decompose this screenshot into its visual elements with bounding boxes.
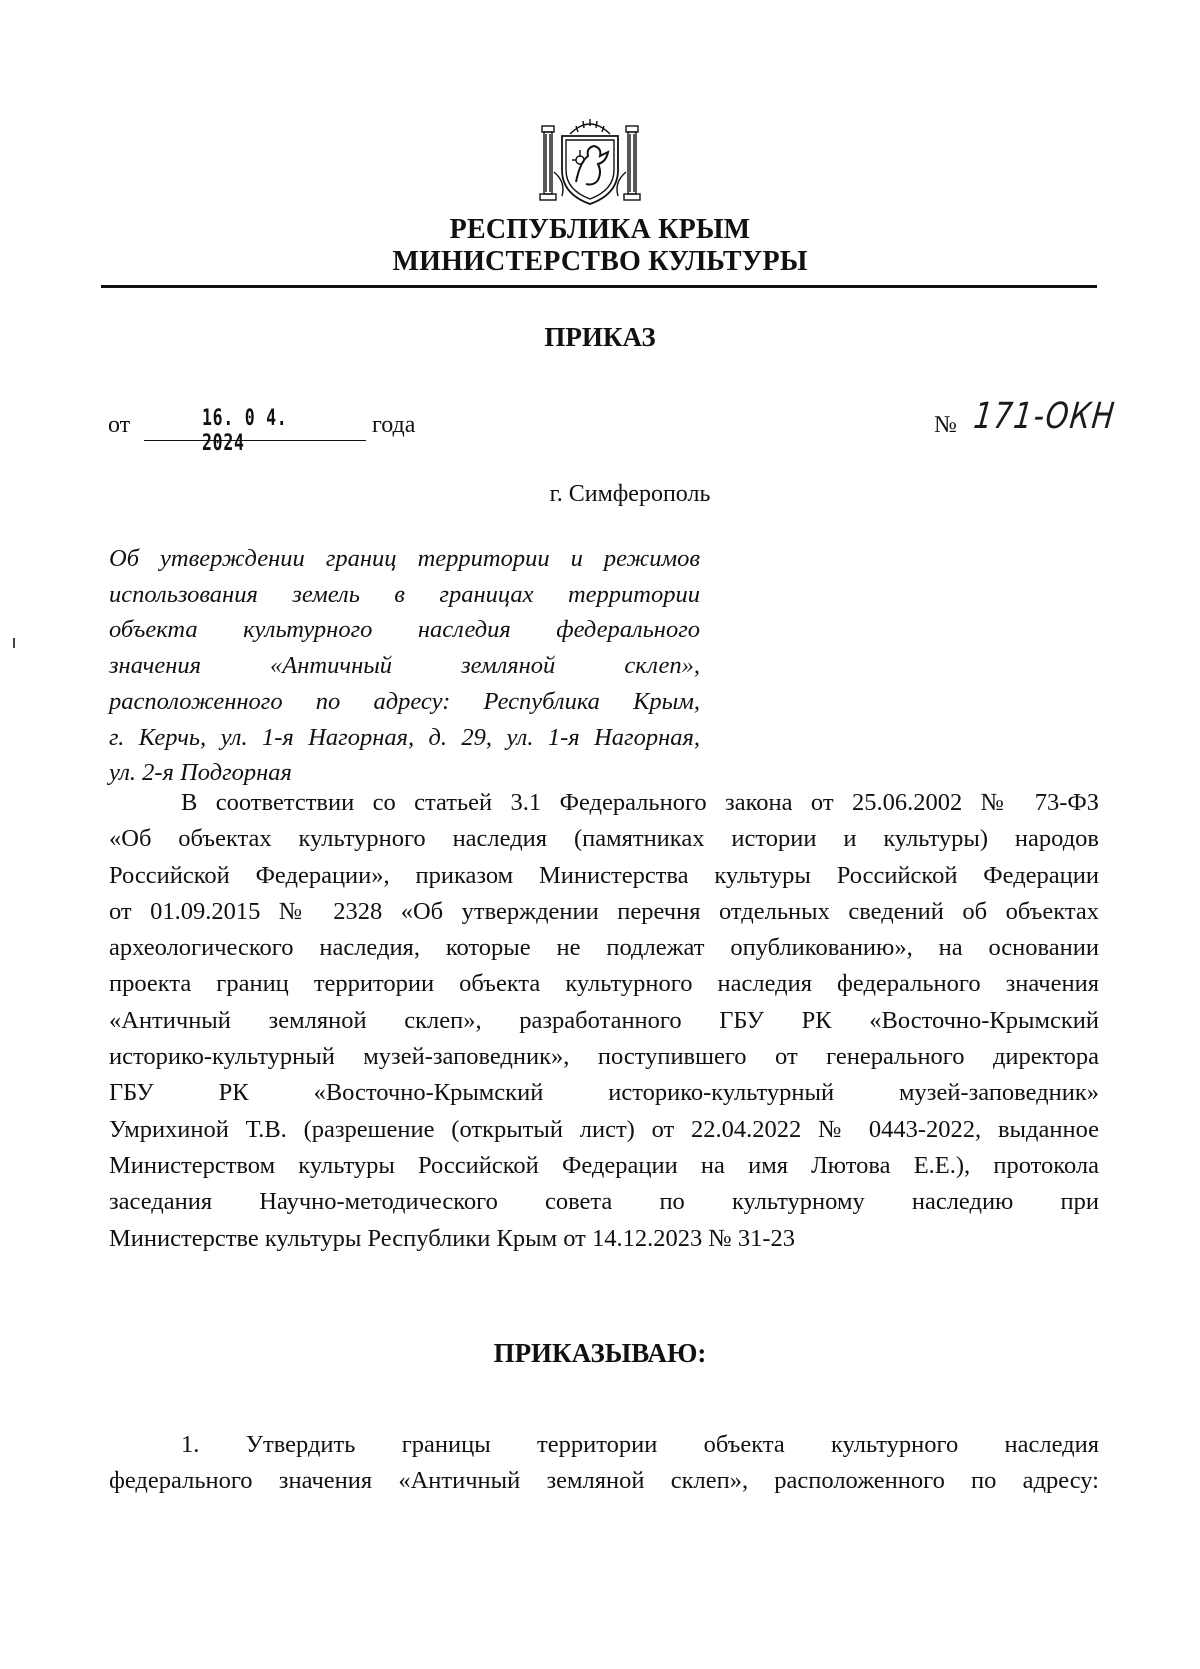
preamble-line: Российской Федерации», приказом Министерства культуры Российской Федерации bbox=[109, 861, 1099, 889]
preamble-line: «Античный земляной склеп», разработанного ГБУ РК «Восточно-Крымский bbox=[109, 1006, 1099, 1034]
item-line: 1. Утвердить границы территории объекта культурного наследия bbox=[181, 1431, 1099, 1458]
subject-line: значения «Античный земляной склеп», bbox=[109, 652, 700, 680]
subject-line: расположенного по адресу: Республика Крым, bbox=[109, 687, 700, 715]
header-divider bbox=[101, 285, 1097, 288]
order-subject bbox=[109, 541, 700, 791]
preamble-line: ГБУ РК «Восточно-Крымский историко-культурный музей-заповедник» bbox=[109, 1079, 1099, 1107]
preamble-line: археологического наследия, которые не подлежат опубликованию», на основании bbox=[109, 934, 1099, 962]
item-line: федерального значения «Античный земляной склеп», расположенного по адресу: bbox=[109, 1467, 1099, 1495]
subject-line: объекта культурного наследия федерального bbox=[109, 616, 700, 644]
republic-title: РЕСПУБЛИКА КРЫМ bbox=[449, 214, 751, 245]
subject-line: Об утверждении границ территории и режимов bbox=[109, 545, 700, 572]
preamble-line: от 01.09.2015 № 2328 «Об утверждении перечня отдельных сведений об объектах bbox=[109, 897, 1099, 925]
date-field bbox=[144, 404, 366, 456]
preamble-line: Министерстве культуры Республики Крым от 14.12.2023 № 31-23 bbox=[109, 1224, 795, 1252]
ministry-title: МИНИСТЕРСТВО КУЛЬТУРЫ bbox=[392, 246, 808, 277]
handwritten-document-number: 171-ОКН bbox=[971, 396, 1118, 437]
preamble-line: Министерством культуры Российской Федерации на имя Лютова Е.Е.), протокола bbox=[109, 1151, 1099, 1179]
preamble-line: проекта границ территории объекта культурного наследия федерального значения bbox=[109, 970, 1099, 998]
margin-scan-mark bbox=[13, 638, 15, 648]
preamble-line: «Об объектах культурного наследия (памятниках истории и культуры) народов bbox=[109, 825, 1099, 853]
date-prefix: от bbox=[108, 412, 131, 438]
preamble-paragraph bbox=[109, 785, 1099, 1257]
preamble-line: заседания Научно-методического совета по культурному наследию при bbox=[109, 1188, 1099, 1216]
decree-heading: ПРИКАЗЫВАЮ: bbox=[493, 1338, 707, 1368]
subject-line: г. Керчь, ул. 1-я Нагорная, д. 29, ул. 1-я Нагорная, bbox=[109, 723, 700, 751]
city-name: г. Симферополь bbox=[549, 481, 711, 507]
date-stamp-value: 16. 0 4. 2024 bbox=[202, 406, 288, 456]
coat-of-arms-emblem bbox=[536, 112, 644, 210]
subject-line: использования земель в границах территории bbox=[109, 580, 700, 608]
order-item-1 bbox=[109, 1427, 1099, 1500]
date-suffix: года bbox=[372, 412, 416, 438]
preamble-line: историко-культурный музей-заповедник», поступившего от генерального директора bbox=[109, 1043, 1099, 1071]
number-sign: № bbox=[934, 412, 957, 438]
document-type-title: ПРИКАЗ bbox=[544, 322, 656, 352]
preamble-line: В соответствии со статьей 3.1 Федерального закона от 25.06.2002 № 73-ФЗ bbox=[181, 789, 1099, 816]
preamble-line: Умрихиной Т.В. (разрешение (открытый лист) от 22.04.2022 № 0443-2022, выданное bbox=[109, 1115, 1099, 1143]
subject-line: ул. 2-я Подгорная bbox=[109, 759, 292, 787]
